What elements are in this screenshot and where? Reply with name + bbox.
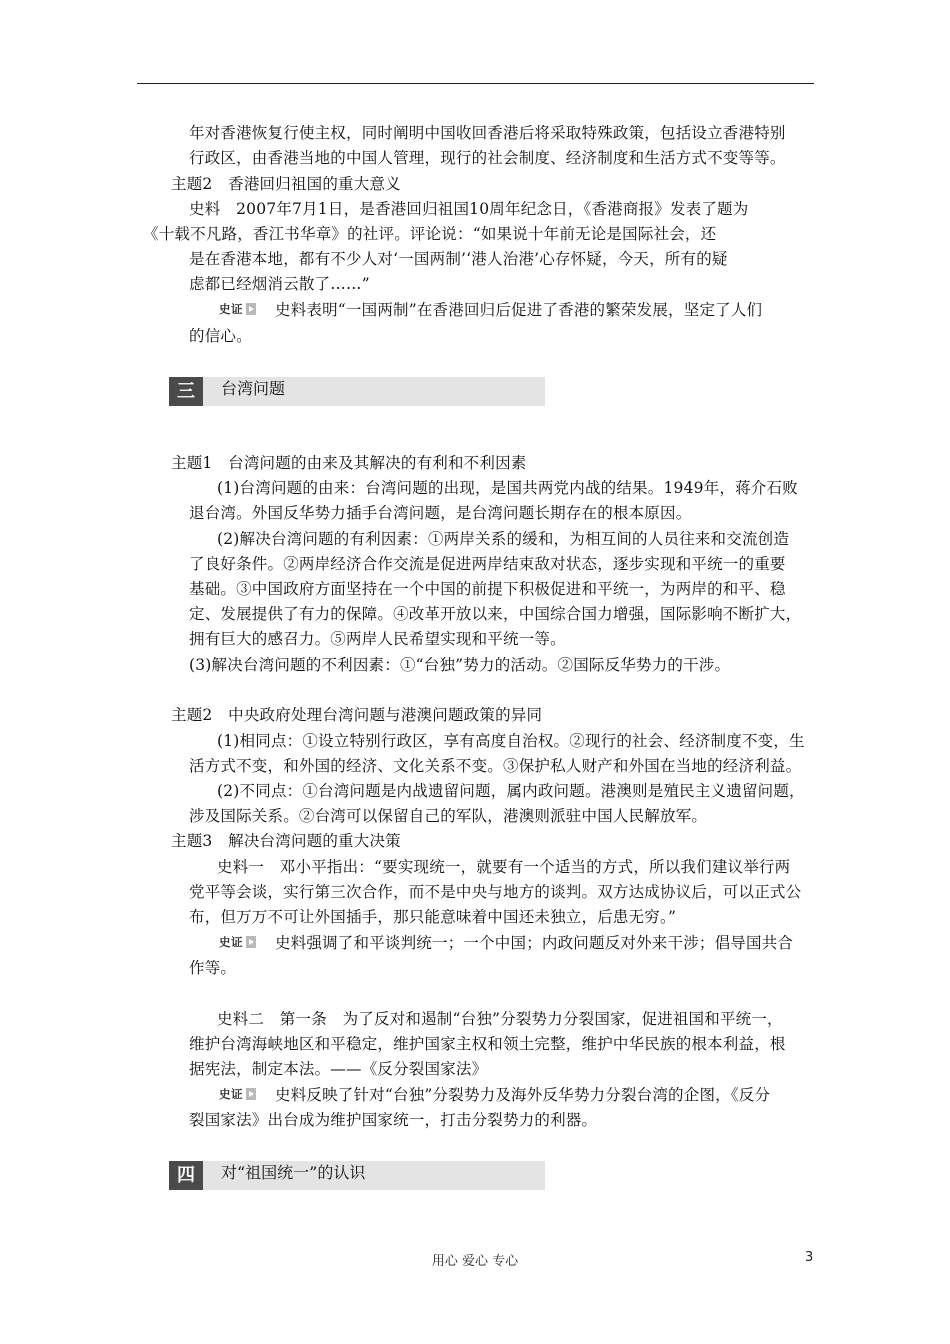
section-number: 三: [169, 377, 203, 406]
section-title: 对“祖国统一”的认识: [221, 1163, 366, 1182]
paragraph-line: (2)解决台湾问题的有利因素：①两岸关系的缓和，为相互间的人员往来和交流创造: [217, 530, 790, 548]
source-line: 是在香港本地，都有不少人对‘一国两制’‘港人治港’心存怀疑，今天，所有的疑: [189, 250, 728, 268]
paragraph-line: 活方式不变，和外国的经济、文化关系不变。③保护私人财产和外国在当地的经济利益。: [189, 757, 802, 775]
section-number: 四: [169, 1161, 203, 1190]
section-header-3: [169, 377, 545, 406]
paragraph-line: 了良好条件。②两岸经济合作交流是促进两岸结束敌对状态，逐步实现和平统一的重要: [189, 555, 786, 573]
evidence-line: 的信心。: [189, 327, 252, 345]
evidence-line: 史料强调了和平谈判统一；一个中国；内政问题反对外来干涉；倡导国共合: [275, 934, 794, 952]
topic-heading: 主题1 台湾问题的由来及其解决的有利和不利因素: [171, 454, 527, 472]
source-line: 虑都已经烟消云散了……”: [189, 275, 370, 293]
paragraph-line: 拥有巨大的感召力。⑤两岸人民希望实现和平统一等。: [189, 630, 566, 648]
paragraph-line: 基础。③中国政府方面坚持在一个中国的前提下积极促进和平统一，为两岸的和平、稳: [189, 580, 786, 598]
evidence-line: 作等。: [189, 959, 237, 977]
source-line: 史料一 邓小平指出：“要实现统一，就要有一个适当的方式，所以我们建议举行两: [217, 858, 791, 876]
topic-heading: 主题2 香港回归祖国的重大意义: [171, 175, 401, 193]
source-line: 《十载不凡路，香江书华章》的社评。评论说：“如果说十年前无论是国际社会，还: [143, 225, 717, 243]
source-line: 据宪法，制定本法。——《反分裂国家法》: [189, 1060, 488, 1078]
source-line: 史料 2007年7月1日，是香港回归祖国10周年纪念日，《香港商报》发表了题为: [189, 200, 749, 218]
source-line: 史料二 第一条 为了反对和遏制“台独”分裂势力分裂国家，促进祖国和平统一，: [217, 1010, 783, 1028]
paragraph-line: (1)台湾问题的由来：台湾问题的出现，是国共两党内战的结果。1949年，蒋介石败: [217, 479, 798, 497]
paragraph-line: 定、发展提供了有力的保障。④改革开放以来，中国综合国力增强，国际影响不断扩大，: [189, 605, 802, 623]
evidence-badge-label: 史证: [219, 935, 243, 949]
paragraph-line: (2)不同点：①台湾问题是内战遗留问题，属内政问题。港澳则是殖民主义遗留问题，: [217, 782, 805, 800]
header-rule: [137, 83, 814, 84]
arrow-icon: [246, 936, 256, 948]
arrow-icon: [246, 1088, 256, 1100]
paragraph-line: 涉及国际关系。②台湾可以保留自己的军队，港澳则派驻中国人民解放军。: [189, 807, 708, 825]
evidence-badge: [219, 934, 256, 950]
evidence-line: 史料表明“一国两制”在香港回归后促进了香港的繁荣发展，坚定了人们: [275, 301, 763, 319]
source-line: 维护台湾海峡地区和平稳定，维护国家主权和领土完整，维护中华民族的根本利益，根: [189, 1035, 786, 1053]
page-number: 3: [805, 1250, 814, 1265]
evidence-badge: [219, 301, 256, 317]
topic-heading: 主题3 解决台湾问题的重大决策: [171, 832, 401, 850]
paragraph-line: 行政区，由香港当地的中国人管理，现行的社会制度、经济制度和生活方式不变等等。: [189, 149, 786, 167]
section-header-4: [169, 1161, 545, 1190]
arrow-icon: [246, 303, 256, 315]
paragraph-line: 年对香港恢复行使主权，同时阐明中国收回香港后将采取特殊政策，包括设立香港特别: [189, 124, 786, 142]
evidence-badge-label: 史证: [219, 302, 243, 316]
source-line: 布，但万万不可让外国插手，那只能意味着中国还未独立，后患无穷。”: [189, 908, 677, 926]
paragraph-line: 退台湾。外国反华势力插手台湾问题，是台湾问题长期存在的根本原因。: [189, 504, 692, 522]
paragraph-line: (1)相同点：①设立特别行政区，享有高度自治权。②现行的社会、经济制度不变，生: [217, 732, 805, 750]
footer-text: 用心 爱心 专心: [431, 1254, 519, 1269]
evidence-badge-label: 史证: [219, 1087, 243, 1101]
topic-heading: 主题2 中央政府处理台湾问题与港澳问题政策的异同: [171, 706, 543, 724]
paragraph-line: (3)解决台湾问题的不利因素：①“台独”势力的活动。②国际反华势力的干涉。: [189, 656, 731, 674]
section-title: 台湾问题: [221, 379, 286, 398]
source-line: 党平等会谈，实行第三次合作，而不是中央与地方的谈判。双方达成协议后，可以正式公: [189, 883, 802, 901]
evidence-badge: [219, 1086, 256, 1102]
evidence-line: 史料反映了针对“台独”分裂势力及海外反华势力分裂台湾的企图，《反分: [275, 1086, 771, 1104]
evidence-line: 裂国家法》出台成为维护国家统一，打击分裂势力的利器。: [189, 1111, 598, 1129]
